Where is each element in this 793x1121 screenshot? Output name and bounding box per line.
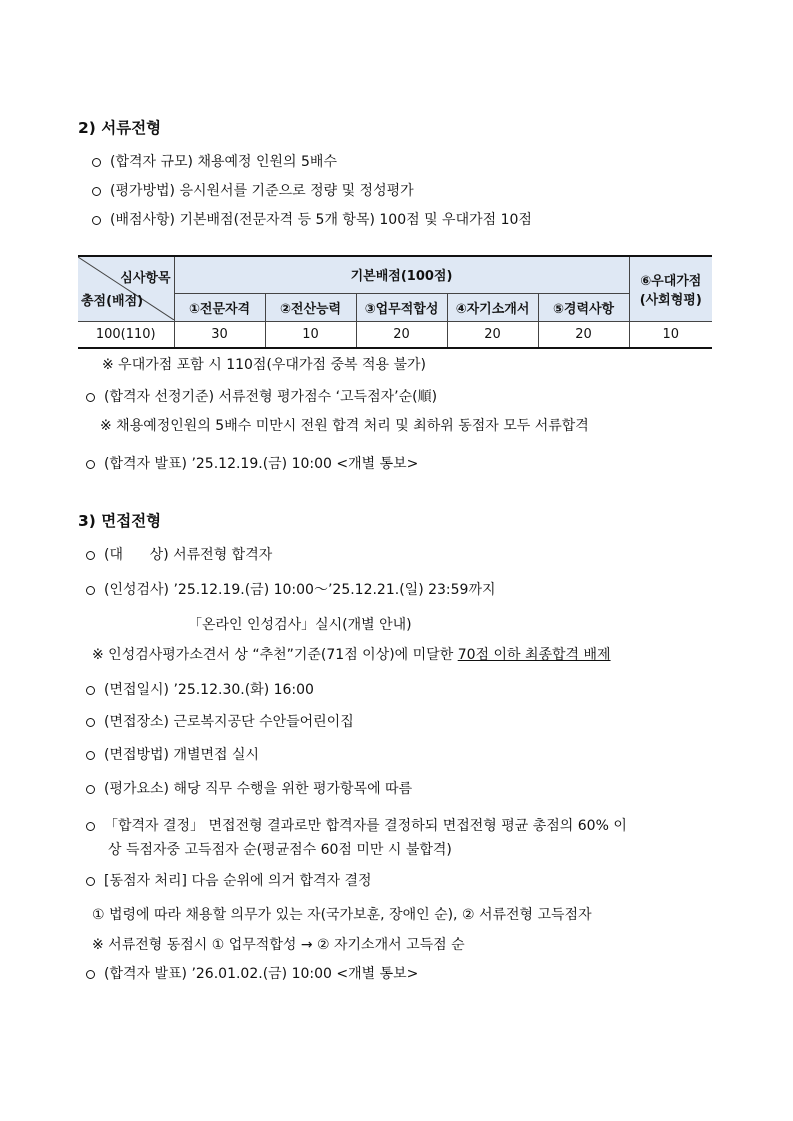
list-item: [86, 388, 437, 406]
column-header: ④자기소개서: [447, 293, 538, 321]
list-item: [86, 780, 412, 798]
note-text: [92, 646, 611, 664]
list-item: [86, 713, 354, 731]
list-item-text: (평가요소) 해당 직무 수행을 위한 평가항목에 따름: [104, 781, 413, 797]
list-item: [86, 965, 418, 983]
table-cell: 30: [174, 321, 265, 348]
table-cell: 20: [356, 321, 447, 348]
list-item: [86, 581, 496, 599]
list-item: [86, 872, 372, 890]
table-cell: 10: [629, 321, 712, 348]
underlined-text: 70점 이하 최종합격 배제: [457, 647, 611, 663]
diagonal-header-cell: [78, 256, 174, 321]
circle-bullet-icon: [86, 686, 95, 695]
list-item: [86, 681, 314, 699]
list-item-text: (합격자 발표) ’25.12.19.(금) 10:00 <개별 통보>: [104, 456, 419, 472]
circle-bullet-icon: [86, 822, 95, 831]
list-item: [86, 817, 627, 835]
table-cell: 100(110): [78, 321, 174, 348]
table-cell: 10: [265, 321, 356, 348]
section-2-title: 2) 서류전형: [78, 119, 162, 137]
circle-bullet-icon: [86, 877, 95, 886]
circle-bullet-icon: [86, 718, 95, 727]
list-item-text: (면접방법) 개별면접 실시: [104, 747, 260, 763]
note-text: ※ 서류전형 동점시 ① 업무적합성 → ② 자기소개서 고득점 순: [92, 937, 465, 953]
diag-bottom-label: 총점(배점): [81, 294, 144, 310]
table-cell: 20: [447, 321, 538, 348]
bonus-score-header: [629, 256, 712, 321]
column-header: ①전문자격: [174, 293, 265, 321]
list-item-text: (합격자 선정기준) 서류전형 평가점수 ‘고득점자’순(順): [104, 389, 438, 405]
list-item-text: (면접일시) ’25.12.30.(화) 16:00: [104, 682, 314, 698]
list-item-text: (합격자 발표) ’26.01.02.(금) 10:00 <개별 통보>: [104, 966, 419, 982]
circle-bullet-icon: [86, 393, 95, 402]
circle-bullet-icon: [86, 460, 95, 469]
circle-bullet-icon: [86, 586, 95, 595]
circle-bullet-icon: [92, 187, 101, 196]
note-text-part: ※ 인성검사평가소견서 상 “추천”기준(71점 이상)에 미달한: [92, 647, 458, 663]
sub-text: 「온라인 인성검사」실시(개별 안내): [188, 617, 412, 633]
column-header: ②전산능력: [265, 293, 356, 321]
circle-bullet-icon: [86, 785, 95, 794]
list-item-text: (평가방법) 응시원서를 기준으로 정량 및 정성평가: [110, 183, 414, 199]
rule-text: ① 법령에 따라 채용할 의무가 있는 자(국가보훈, 장애인 순), ② 서류전형 고득점자: [92, 907, 592, 923]
list-item: [86, 746, 259, 764]
list-item: [86, 455, 418, 473]
note-text: ※ 우대가점 포함 시 110점(우대가점 중복 적용 불가): [102, 357, 426, 373]
list-item-text: (인성검사) ’25.12.19.(금) 10:00～’25.12.21.(일) 23:59까지: [104, 582, 496, 598]
circle-bullet-icon: [86, 970, 95, 979]
note-text: ※ 채용예정인원의 5배수 미만시 전원 합격 처리 및 최하위 동점자 모두 서류합격: [100, 418, 589, 434]
circle-bullet-icon: [86, 551, 95, 560]
bonus-header-line1: ⑥우대가점: [640, 273, 702, 289]
table-row: [78, 321, 712, 348]
circle-bullet-icon: [92, 158, 101, 167]
score-table: [78, 255, 712, 349]
circle-bullet-icon: [92, 216, 101, 225]
list-item: [92, 211, 532, 229]
list-item: [92, 153, 337, 171]
list-item: [92, 182, 414, 200]
column-header: ⑤경력사항: [538, 293, 629, 321]
table-cell: 20: [538, 321, 629, 348]
bonus-header-line2: (사회형평): [639, 292, 702, 308]
list-item: [86, 546, 272, 564]
list-item-text: (배점사항) 기본배점(전문자격 등 5개 항목) 100점 및 우대가점 10점: [110, 212, 532, 228]
circle-bullet-icon: [86, 751, 95, 760]
list-item-text: 「합격자 결정」 면접전형 결과로만 합격자를 결정하되 면접전형 평균 총점의 60% 이: [104, 818, 627, 834]
basic-score-header: 기본배점(100점): [174, 256, 629, 293]
list-item-text: (대 상) 서류전형 합격자: [104, 547, 273, 563]
list-item-text: [동점자 처리] 다음 순위에 의거 합격자 결정: [104, 873, 372, 889]
list-item-text: (합격자 규모) 채용예정 인원의 5배수: [110, 154, 337, 170]
column-header: ③업무적합성: [356, 293, 447, 321]
list-item-continuation: 상 득점자중 고득점자 순(평균점수 60점 미만 시 불합격): [108, 842, 452, 858]
section-3-title: 3) 면접전형: [78, 512, 162, 530]
diag-top-label: 심사항목: [120, 271, 171, 287]
list-item-text: (면접장소) 근로복지공단 수안들어린이집: [104, 714, 354, 730]
